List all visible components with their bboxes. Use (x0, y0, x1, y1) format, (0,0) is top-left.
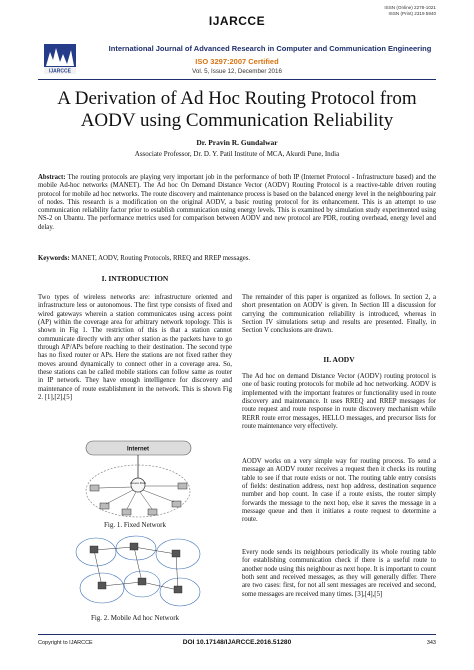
author-affiliation: Associate Professor, Dr. D. Y. Patil Institute of MCA, Akurdi Pune, India (134, 150, 340, 158)
header-rule (38, 79, 436, 80)
abstract-text: The routing protocols are playing very important job in the performance of both IP (Internet Protocol - Infrastructure based) and the mobile Ad-hoc networks (MANET). The Ad hoc On Demand Distance Vector (AODV) Routing Protocol is a reactive-table driven routing protocol for mobile ad hoc networks. The route discovery and maintenance process is based on the balanced energy level in the neighbouring pair of nodes. This research is a modification on the original AODV, a basic routing protocol for its enhancement. This is an attempt to use communication reliability factor prior to establish communication using energy levels. This is examined by simulation study experimented using NS-2 on Ubantu. The performance metrics used for comparison between AODV and new protocol are PDR, routing overhead, energy level and delay. (38, 174, 436, 231)
section-1-heading: I. INTRODUCTION (101, 274, 169, 283)
issn-print: ISSN (Print) 2319 5940 (388, 11, 436, 16)
abstract (38, 174, 436, 232)
author-name: Dr. Pravin R. Gundalwar (196, 138, 278, 147)
fixed-network-diagram (76, 437, 201, 521)
figure-1-caption: Fig. 1. Fixed Network (103, 521, 167, 529)
keywords (38, 255, 436, 263)
page-number: 343 (426, 640, 436, 646)
introduction-paragraph: Two types of wireless networks are: infrastructure oriented and infrastructure less or autonomous. The first type consists of fixed and wired gateways wherein a station communicates using access point (AP) within the coverage area for arbitrary network topology. This is shown in Fig 1. The restriction of this is that a station cannot communicate directly with any other station as the packets have to go through AP/APs before reaching to their destination. The second type has no fixed router or APs. Here the stations are not fixed rather they moves around dynamically to connect other in a coverage area. So, these stations can be called mobile stations can follow same as router in IP network. They have enough intelligence for discovery and maintenance of route establishment in the network. This is shown Fig 2. [1],[2],[5] (38, 294, 232, 402)
journal-acronym: IJARCCE (208, 14, 266, 28)
aodv-paragraph-3: Every node sends its neighbours periodically its whole routing table for establishing communication check if there is a useful route to another node using this neighbour as next hope. It is important to count both sent and received messages, as they will generally differ. There are two cases: first, for not all sent messages are received and second, some messages are received many times. [3],[4],[5] (242, 549, 436, 598)
keywords-label: Keywords: (38, 255, 70, 262)
abstract-label: Abstract: (38, 174, 66, 181)
title-line-2: AODV using Communication Reliability (80, 110, 394, 131)
figure-2-caption: Fig. 2. Mobile Ad hoc Network (90, 614, 180, 622)
issn-online: ISSN (Online) 2278-1021 (384, 5, 436, 10)
footer-copyright: Copyright to IJARCCE (38, 640, 93, 646)
figure-fixed-network (76, 437, 201, 534)
internet-label: Internet (126, 446, 150, 453)
paper-title (30, 88, 444, 132)
footer-doi[interactable]: DOI 10.17148/IJARCCE.2016.51280 (182, 639, 292, 646)
journal-name: International Journal of Advanced Research in Computer and Communication Engineering (108, 44, 432, 53)
aodv-paragraph-1: The Ad hoc on demand Distance Vector (AODV) routing protocol is one of basic routing protocols for mobile ad hoc networking. AODV is implemented with the important features or functionality used in route discovery and maintenance. It uses RREQ and RREP messages for route request and route response in route discovery mechanism while RERR route error messages, HELLO messages, and precursor lists for route maintenance very effectively. (242, 373, 436, 431)
volume-issue: Vol. 5, Issue 12, December 2016 (192, 68, 282, 75)
adhoc-network-diagram (74, 534, 204, 612)
aodv-paragraph-2: AODV works on a very simple way for routing process. To send a message an AODV router receives a request then it checks its routing table to see if that route exists or not. The routing table entry consists of fields: destination address, next hop address, destination sequence number and hop count. In case if a route exists, the router simply forwards the message to the next hop, else it saves the message in a message queue and then it initiates a route request to determine a route. (242, 458, 436, 524)
iso-certification: ISO 3297:2007 Certified (195, 57, 279, 66)
access-point-label: Access Point (129, 481, 147, 485)
keywords-text: MANET, AODV, Routing Protocols, RREQ and RREP messages. (71, 255, 251, 262)
logo-text: IJARCCE (49, 68, 71, 74)
organization-paragraph: The remainder of this paper is organized as follows. In section 2, a short presentation on AODV is given. In Section III a discussion for carrying the communication reliability is introduced, whereas in Section IV simulations setup and results are presented. Finally, in Section V conclusions are drawn. (242, 294, 436, 335)
title-line-1: A Derivation of Ad Hoc Routing Protocol from (57, 88, 417, 109)
figure-adhoc-network (74, 534, 204, 614)
section-2-heading: II. AODV (323, 355, 355, 364)
footer-rule (38, 634, 436, 635)
